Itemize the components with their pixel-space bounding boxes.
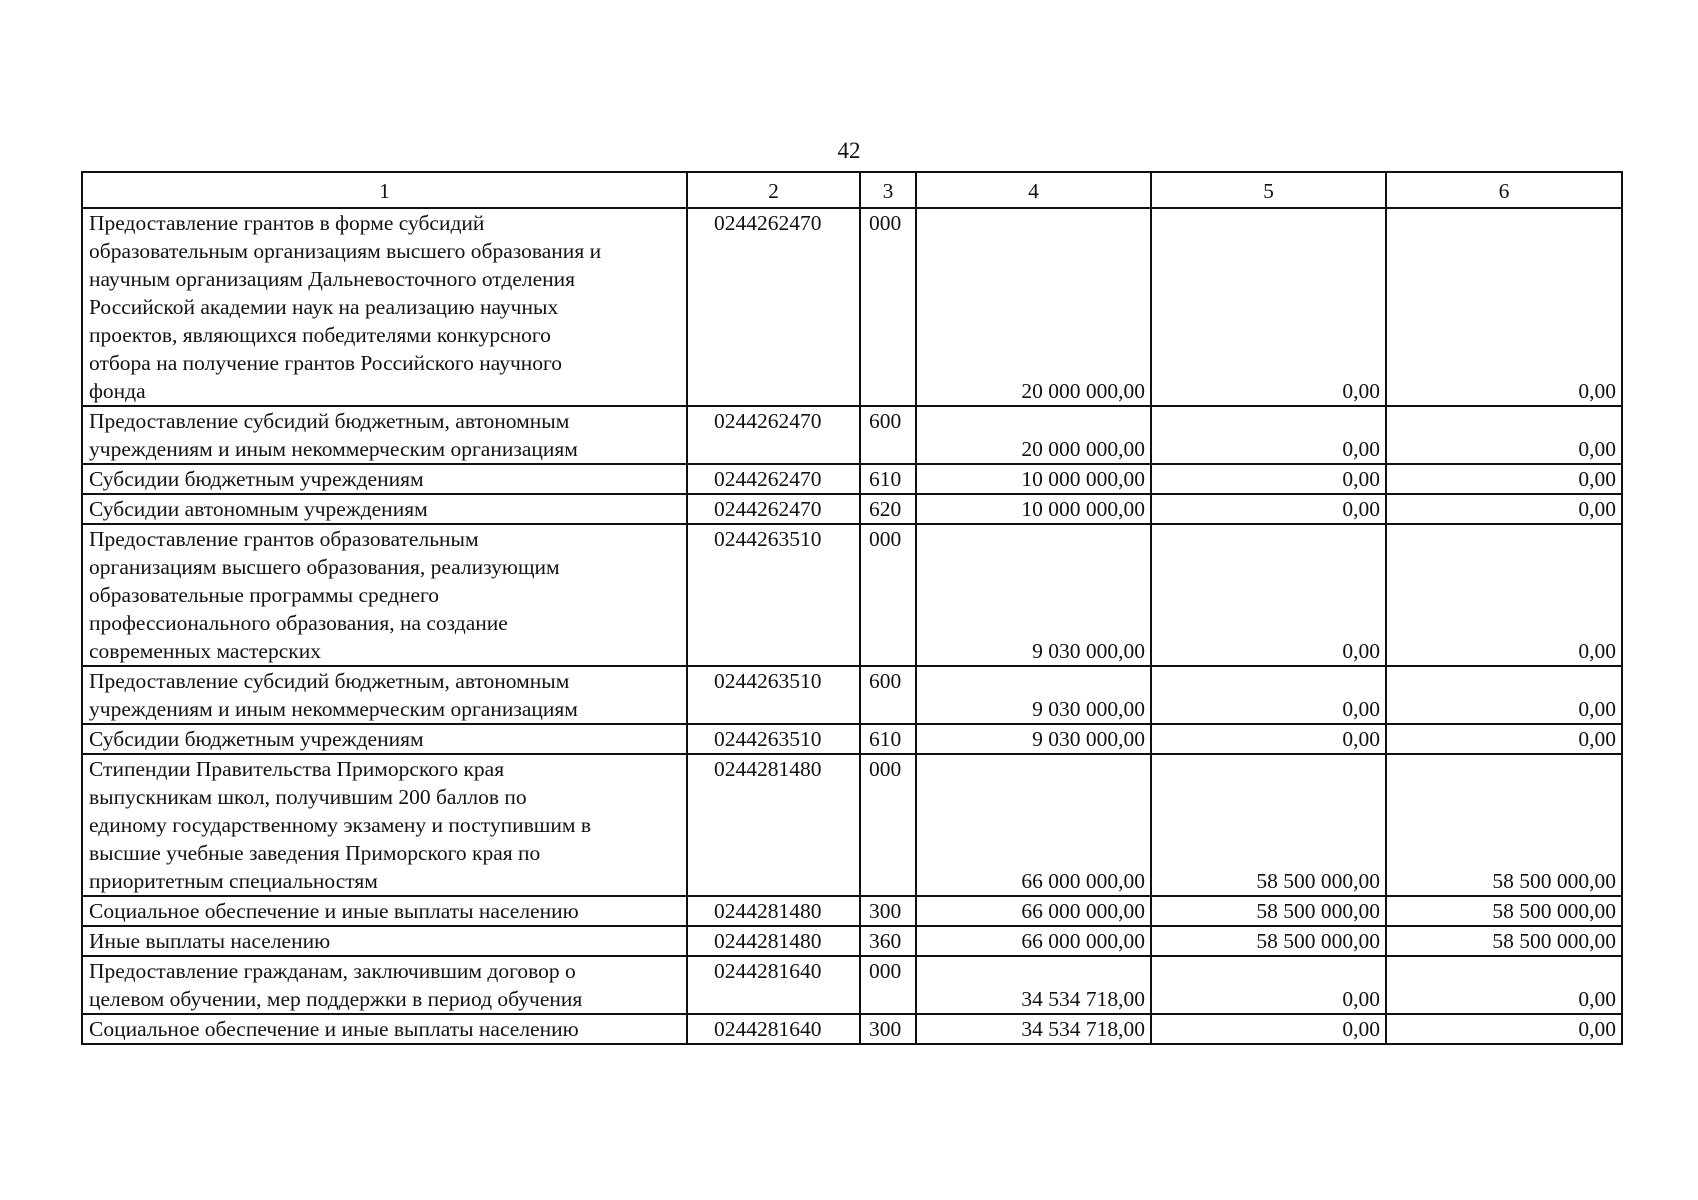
row-description (82, 926, 687, 956)
table-row (82, 896, 1622, 926)
row-amount-col4: 66 000 000,00 (916, 926, 1151, 956)
description-line: Социальное обеспечение и иные выплаты населению (89, 899, 579, 923)
description-line: Российской академии наук на реализацию научных (89, 295, 559, 319)
row-description (82, 754, 687, 896)
row-target-code: 0244281480 (687, 896, 860, 926)
description-line: научным организациям Дальневосточного отделения (89, 267, 576, 291)
row-expense-type: 620 (860, 494, 916, 524)
description-line: Предоставление субсидий бюджетным, автономным (89, 409, 570, 433)
row-expense-type: 300 (860, 896, 916, 926)
row-target-code: 0244262470 (687, 494, 860, 524)
row-amount-col6: 0,00 (1386, 494, 1622, 524)
row-amount-col4: 9 030 000,00 (916, 724, 1151, 754)
description-line: учреждениям и иным некоммерческим организациям (89, 437, 578, 461)
table-row (82, 754, 1622, 896)
description-line: Предоставление грантов образовательным (89, 527, 479, 551)
row-expense-type: 300 (860, 1014, 916, 1044)
row-expense-type: 360 (860, 926, 916, 956)
row-amount-col5: 0,00 (1151, 666, 1386, 724)
row-amount-col4: 10 000 000,00 (916, 464, 1151, 494)
row-amount-col6: 0,00 (1386, 524, 1622, 666)
row-amount-col6: 0,00 (1386, 208, 1622, 406)
row-target-code: 0244263510 (687, 666, 860, 724)
header-cell-5: 5 (1151, 172, 1386, 208)
description-line: высшие учебные заведения Приморского края по (89, 841, 541, 865)
description-line: Субсидии бюджетным учреждениям (89, 467, 424, 491)
row-description (82, 524, 687, 666)
row-description (82, 464, 687, 494)
row-target-code: 0244263510 (687, 724, 860, 754)
row-amount-col4: 34 534 718,00 (916, 1014, 1151, 1044)
row-amount-col6: 0,00 (1386, 724, 1622, 754)
row-amount-col6: 0,00 (1386, 1014, 1622, 1044)
row-expense-type: 000 (860, 208, 916, 406)
row-amount-col5: 0,00 (1151, 1014, 1386, 1044)
row-amount-col6: 58 500 000,00 (1386, 926, 1622, 956)
row-amount-col6: 58 500 000,00 (1386, 754, 1622, 896)
row-amount-col5: 0,00 (1151, 956, 1386, 1014)
description-line: Предоставление грантов в форме субсидий (89, 211, 485, 235)
table-row (82, 956, 1622, 1014)
row-target-code: 0244281480 (687, 926, 860, 956)
row-amount-col4: 20 000 000,00 (916, 406, 1151, 464)
description-line: Иные выплаты населению (89, 929, 331, 953)
row-target-code: 0244262470 (687, 464, 860, 494)
row-amount-col6: 0,00 (1386, 956, 1622, 1014)
header-cell-1: 1 (82, 172, 687, 208)
row-amount-col5: 0,00 (1151, 208, 1386, 406)
row-amount-col5: 0,00 (1151, 724, 1386, 754)
description-line: организациям высшего образования, реализующим (89, 555, 560, 579)
row-description (82, 406, 687, 464)
row-amount-col5: 0,00 (1151, 524, 1386, 666)
row-expense-type: 600 (860, 406, 916, 464)
row-expense-type: 610 (860, 464, 916, 494)
description-line: Субсидии автономным учреждениям (89, 497, 428, 521)
description-line: единому государственному экзамену и поступившим в (89, 813, 591, 837)
row-description (82, 208, 687, 406)
budget-table (81, 171, 1623, 1045)
row-amount-col5: 0,00 (1151, 464, 1386, 494)
description-line: проектов, являющихся победителями конкурсного (89, 323, 551, 347)
table-row (82, 406, 1622, 464)
row-description (82, 956, 687, 1014)
description-line: образовательные программы среднего (89, 583, 440, 607)
table-header-row (82, 172, 1622, 208)
table-row (82, 1014, 1622, 1044)
row-expense-type: 000 (860, 956, 916, 1014)
row-target-code: 0244281640 (687, 956, 860, 1014)
description-line: Социальное обеспечение и иные выплаты населению (89, 1017, 579, 1041)
table-row (82, 494, 1622, 524)
row-amount-col4: 20 000 000,00 (916, 208, 1151, 406)
row-amount-col4: 9 030 000,00 (916, 666, 1151, 724)
row-amount-col4: 10 000 000,00 (916, 494, 1151, 524)
row-amount-col5: 0,00 (1151, 406, 1386, 464)
description-line: современных мастерских (89, 639, 321, 663)
row-target-code: 0244262470 (687, 208, 860, 406)
description-line: образовательным организациям высшего образования и (89, 239, 602, 263)
table-row (82, 464, 1622, 494)
description-line: Предоставление гражданам, заключившим договор о (89, 959, 576, 983)
description-line: Субсидии бюджетным учреждениям (89, 727, 424, 751)
page-number: 42 (837, 138, 861, 163)
description-line: выпускникам школ, получившим 200 баллов по (89, 785, 527, 809)
table-row (82, 208, 1622, 406)
row-target-code: 0244262470 (687, 406, 860, 464)
row-description (82, 494, 687, 524)
row-amount-col6: 0,00 (1386, 666, 1622, 724)
row-expense-type: 000 (860, 754, 916, 896)
row-amount-col5: 58 500 000,00 (1151, 896, 1386, 926)
row-amount-col6: 0,00 (1386, 406, 1622, 464)
row-amount-col4: 66 000 000,00 (916, 754, 1151, 896)
row-expense-type: 610 (860, 724, 916, 754)
header-cell-2: 2 (687, 172, 860, 208)
header-cell-6: 6 (1386, 172, 1622, 208)
row-amount-col5: 0,00 (1151, 494, 1386, 524)
description-line: Стипендии Правительства Приморского края (89, 757, 505, 781)
table-row (82, 524, 1622, 666)
row-amount-col6: 0,00 (1386, 464, 1622, 494)
description-line: целевом обучении, мер поддержки в период обучения (89, 987, 583, 1011)
description-line: отбора на получение грантов Российского научного (89, 351, 563, 375)
row-amount-col5: 58 500 000,00 (1151, 926, 1386, 956)
table-row (82, 666, 1622, 724)
row-target-code: 0244281640 (687, 1014, 860, 1044)
table-row (82, 926, 1622, 956)
row-amount-col4: 9 030 000,00 (916, 524, 1151, 666)
row-target-code: 0244281480 (687, 754, 860, 896)
row-amount-col6: 58 500 000,00 (1386, 896, 1622, 926)
row-expense-type: 000 (860, 524, 916, 666)
row-target-code: 0244263510 (687, 524, 860, 666)
description-line: профессионального образования, на создание (89, 611, 508, 635)
table-row (82, 724, 1622, 754)
description-line: фонда (89, 379, 146, 403)
description-line: приоритетным специальностям (89, 869, 378, 893)
description-line: учреждениям и иным некоммерческим организациям (89, 697, 578, 721)
description-line: Предоставление субсидий бюджетным, автономным (89, 669, 570, 693)
row-description (82, 896, 687, 926)
header-cell-4: 4 (916, 172, 1151, 208)
row-description (82, 1014, 687, 1044)
row-description (82, 666, 687, 724)
row-amount-col4: 34 534 718,00 (916, 956, 1151, 1014)
row-amount-col4: 66 000 000,00 (916, 896, 1151, 926)
header-cell-3: 3 (860, 172, 916, 208)
row-amount-col5: 58 500 000,00 (1151, 754, 1386, 896)
row-description (82, 724, 687, 754)
row-expense-type: 600 (860, 666, 916, 724)
table-body (82, 172, 1622, 1044)
